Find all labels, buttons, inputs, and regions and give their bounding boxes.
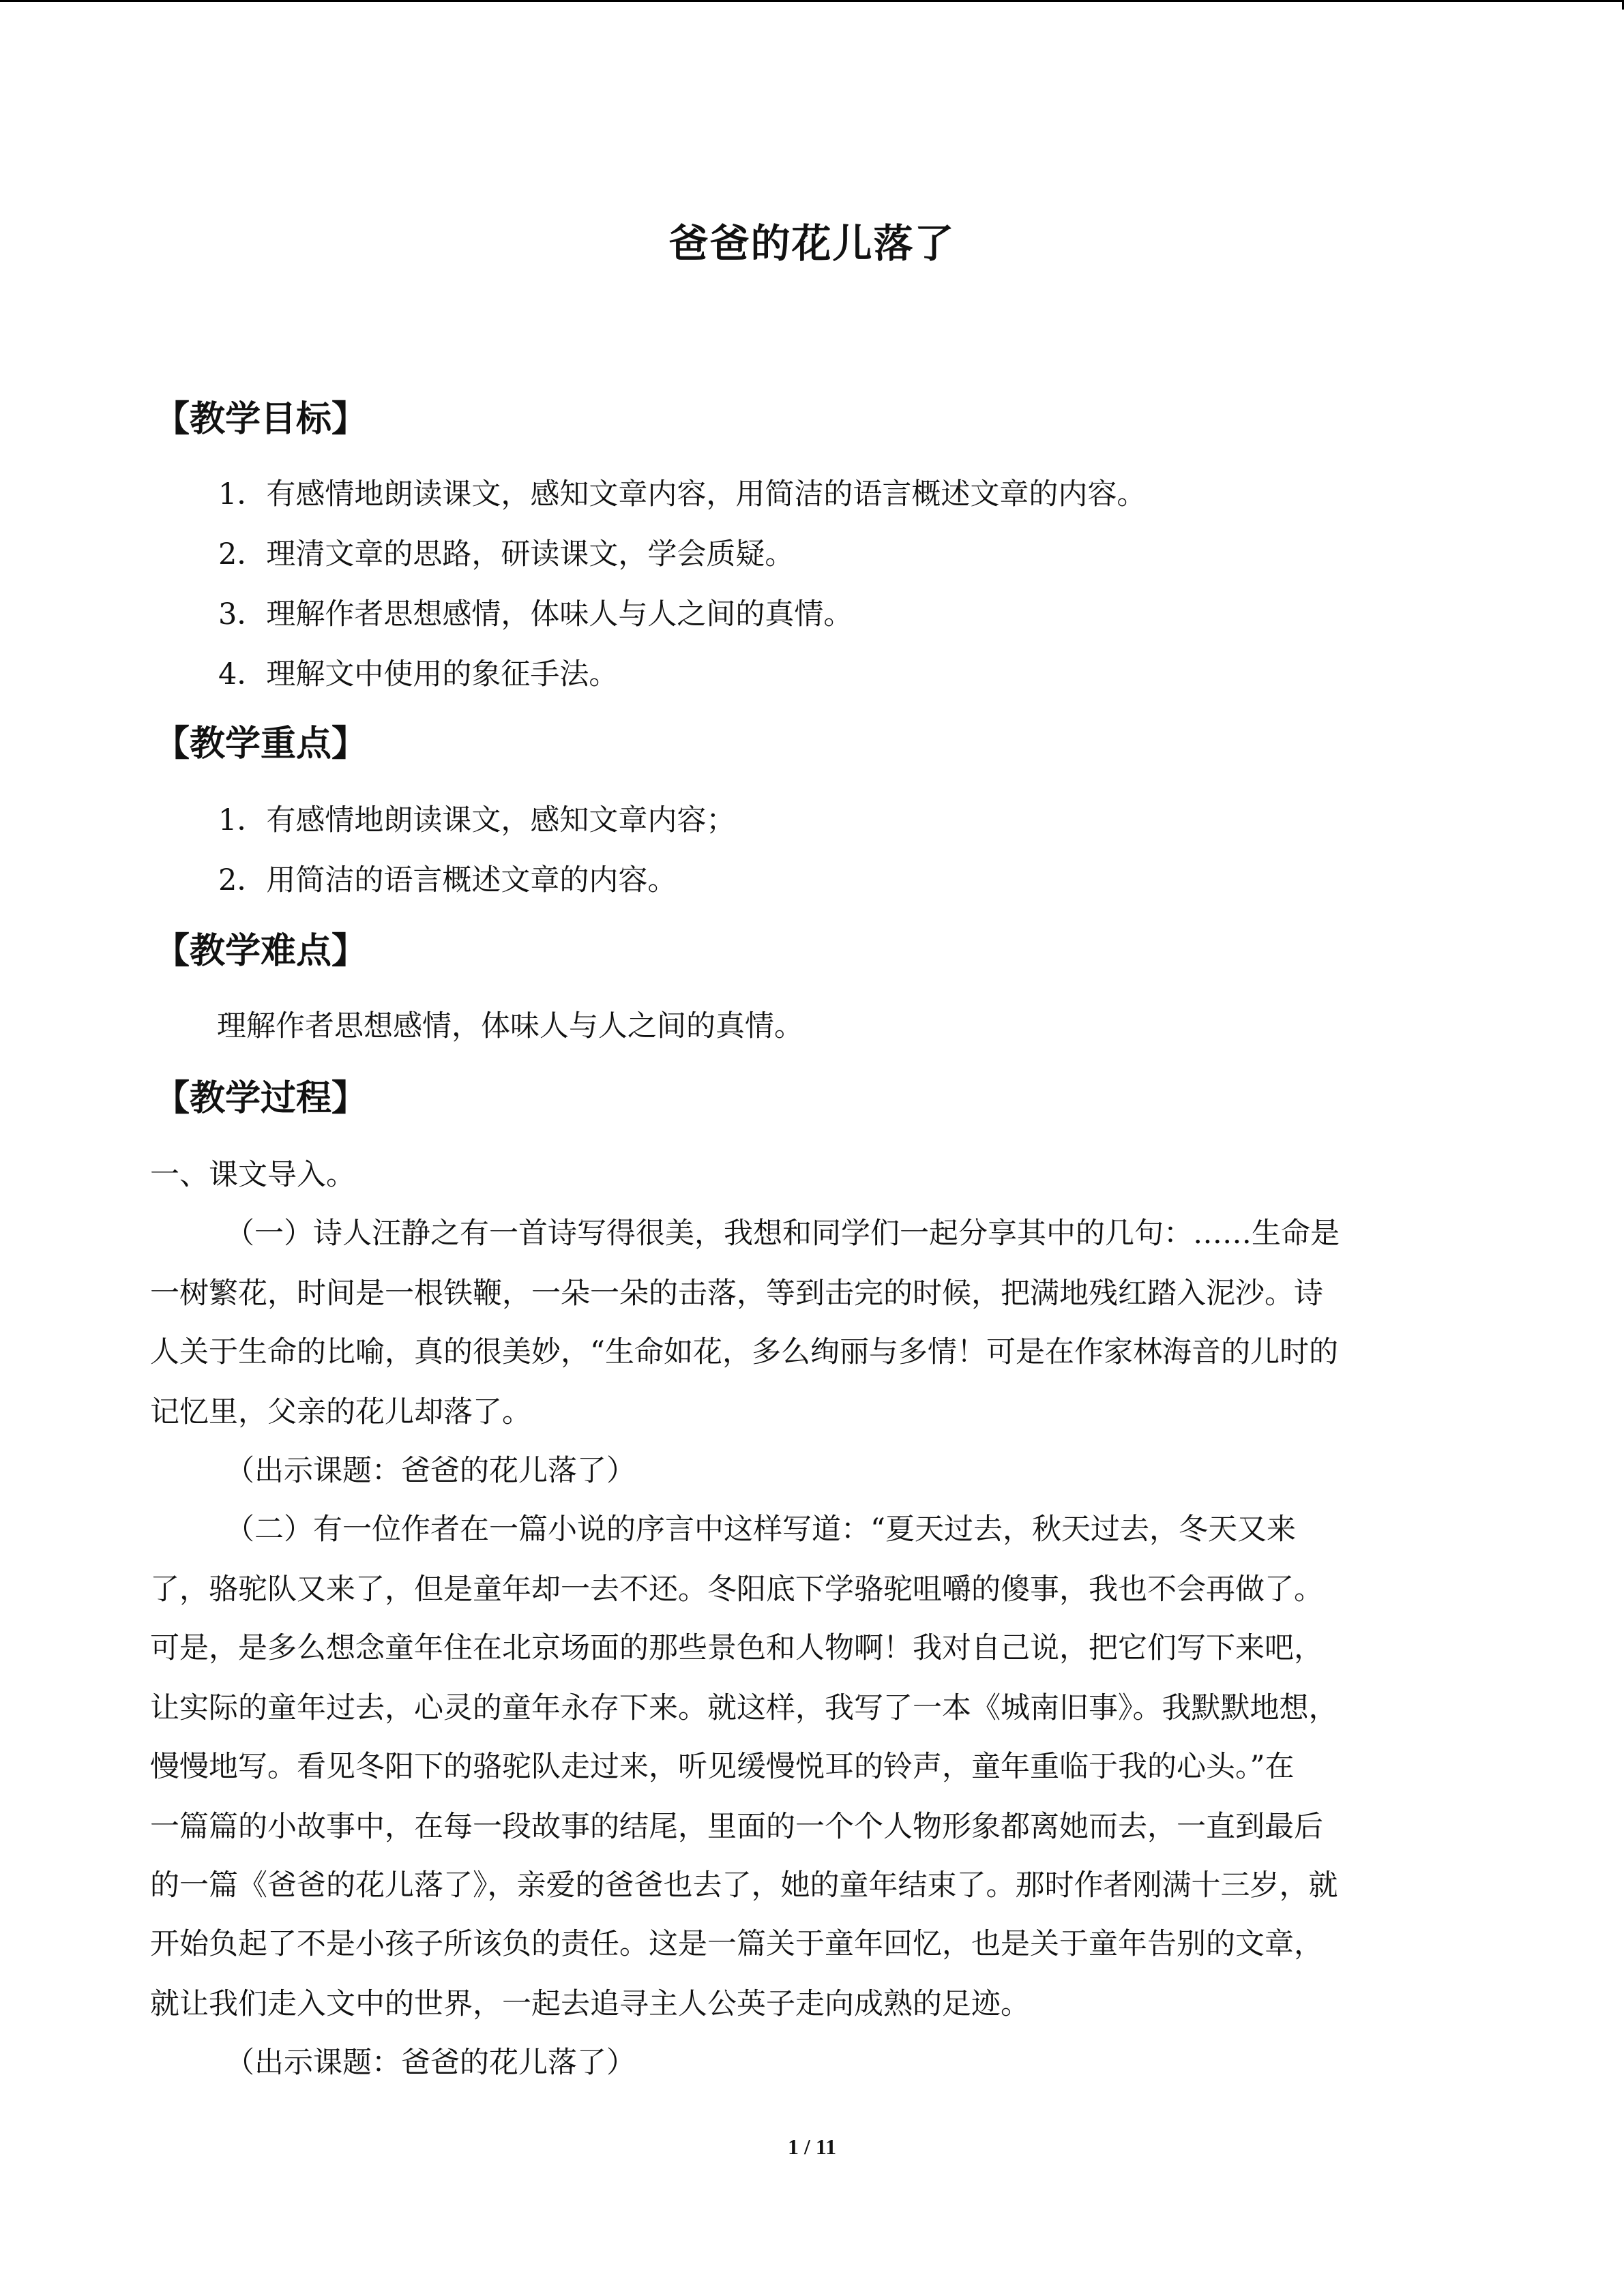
part2-line-1: （二）有一位作者在一篇小说的序言中这样写道：“夏天过去，秋天过去，冬天又来 <box>225 1512 1296 1547</box>
part1-line-1: （一）诗人汪静之有一首诗写得很美，我想和同学们一起分享其中的几句：……生命是 <box>225 1217 1340 1251</box>
part1-line-2: 一树繁花，时间是一根铁鞭，一朵一朵的击落，等到击完的时候，把满地残红踏入泥沙。诗 <box>150 1277 1323 1311</box>
part2-line-8: 开始负起了不是小孩子所该负的责任。这是一篇关于童年回忆，也是关于童年告别的文章， <box>150 1927 1323 1961</box>
page-title: 爸爸的花儿落了 <box>668 220 956 267</box>
objective-item-1: 1．有感情地朗读课文，感知文章内容，用简洁的语言概述文章的内容。 <box>218 477 1147 511</box>
process-step-1: 一、课文导入。 <box>150 1158 355 1192</box>
show-title-2: （出示课题：爸爸的花儿落了） <box>225 2046 636 2080</box>
part2-line-2: 了，骆驼队又来了，但是童年却一去不还。冬阳底下学骆驼咀嚼的傻事，我也不会再做了。 <box>150 1572 1323 1607</box>
part1-line-4: 记忆里，父亲的花儿却落了。 <box>150 1395 531 1429</box>
heading-process: 【教学过程】 <box>154 1078 368 1119</box>
objective-item-2: 2．理清文章的思路，研读课文，学会质疑。 <box>218 537 795 571</box>
key-point-item-1: 1．有感情地朗读课文，感知文章内容； <box>218 803 736 837</box>
part2-line-7: 的一篇《爸爸的花儿落了》，亲爱的爸爸也去了，她的童年结束了。那时作者刚满十三岁，就 <box>150 1868 1338 1903</box>
objective-item-4: 4．理解文中使用的象征手法。 <box>218 657 619 691</box>
part2-line-5: 慢慢地写。看见冬阳下的骆驼队走过来，听见缓慢悦耳的铃声，童年重临于我的心头。”在 <box>150 1750 1295 1784</box>
part1-line-3: 人关于生命的比喻，真的很美妙，“生命如花，多么绚丽与多情！可是在作家林海音的儿时的 <box>150 1335 1338 1369</box>
page-number: 1 / 11 <box>787 2134 837 2159</box>
top-border-line <box>0 0 1624 2</box>
part2-line-9: 就让我们走入文中的世界，一起去追寻主人公英子走向成熟的足迹。 <box>150 1987 1030 2021</box>
part2-line-4: 让实际的童年过去，心灵的童年永存下来。就这样，我写了一本《城南旧事》。我默默地想， <box>150 1691 1338 1725</box>
heading-difficulties: 【教学难点】 <box>154 931 368 972</box>
heading-objectives: 【教学目标】 <box>154 399 368 440</box>
key-point-item-2: 2．用简洁的语言概述文章的内容。 <box>218 863 677 897</box>
part2-line-6: 一篇篇的小故事中，在每一段故事的结尾，里面的一个个人物形象都离她而去，一直到最后 <box>150 1810 1323 1844</box>
objective-item-3: 3．理解作者思想感情，体味人与人之间的真情。 <box>218 597 853 631</box>
difficulty-text: 理解作者思想感情，体味人与人之间的真情。 <box>217 1009 803 1043</box>
part2-line-3: 可是，是多么想念童年住在北京场面的那些景色和人物啊！我对自己说，把它们写下来吧， <box>150 1631 1323 1665</box>
heading-key-points: 【教学重点】 <box>154 724 368 764</box>
show-title-1: （出示课题：爸爸的花儿落了） <box>225 1454 636 1488</box>
